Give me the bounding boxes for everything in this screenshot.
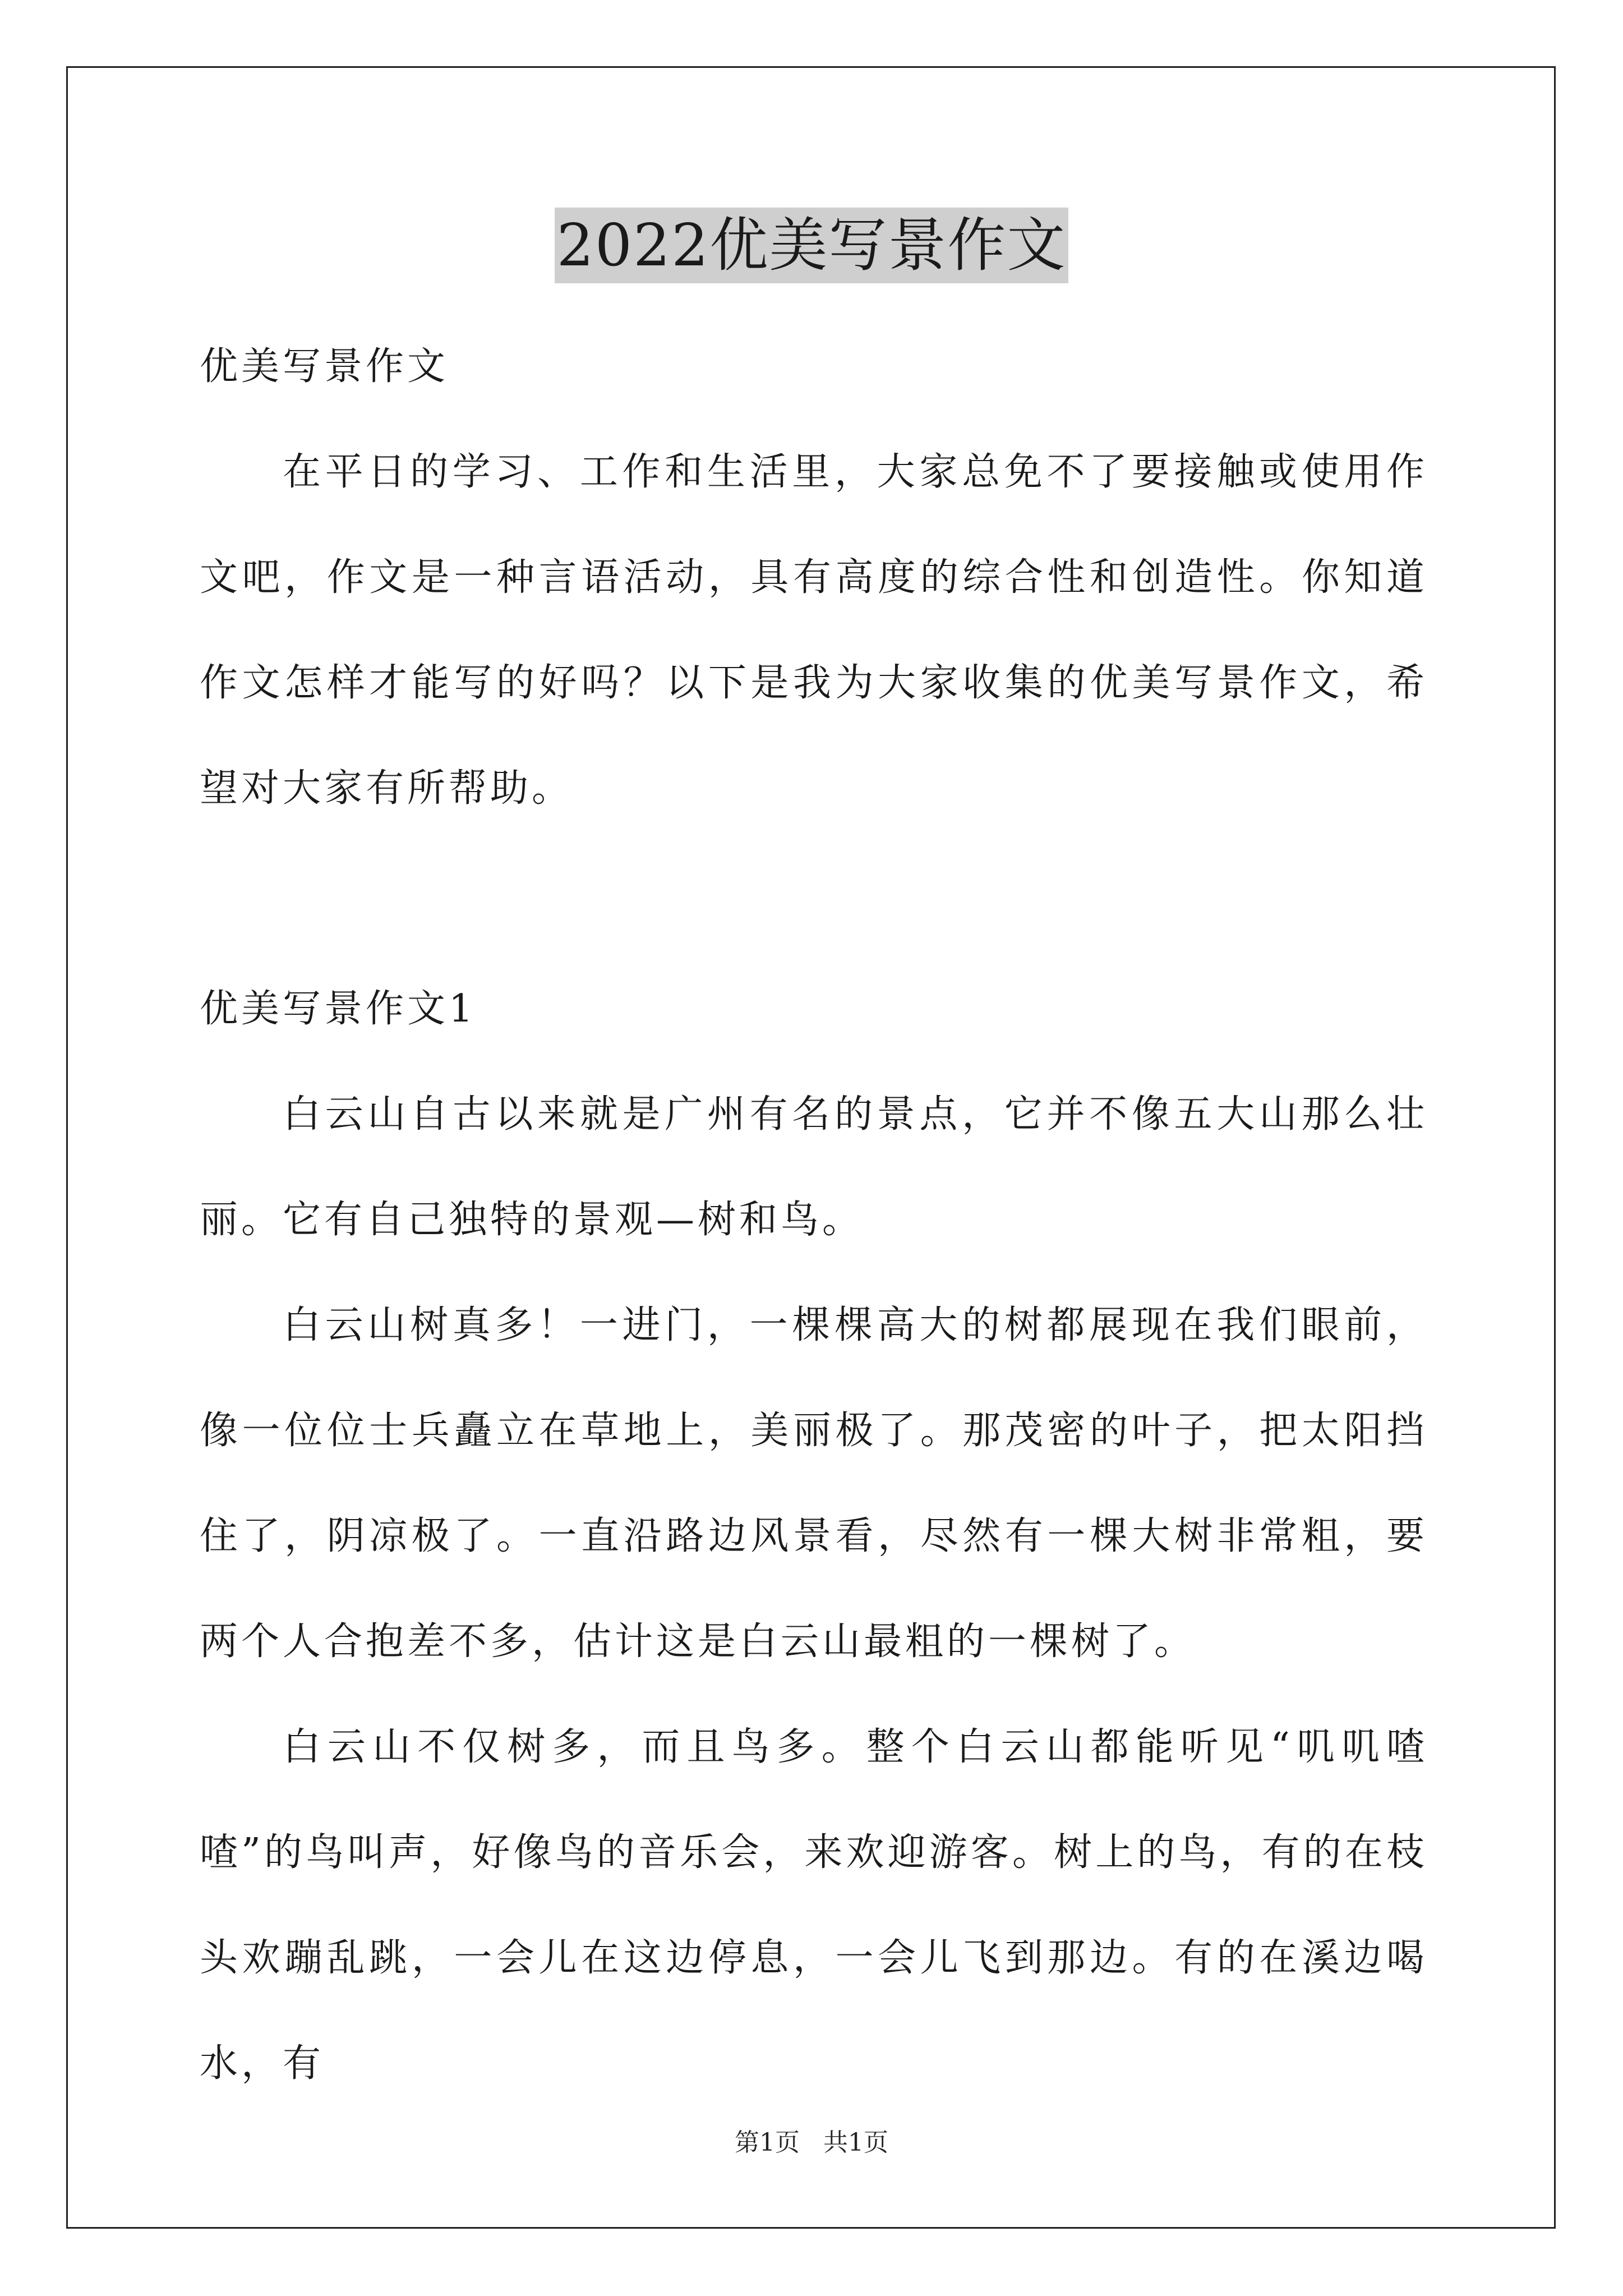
title-container: [0, 208, 1623, 283]
body-paragraph-3: 白云山不仅树多，而且鸟多。整个白云山都能听见“叽叽喳喳”的鸟叫声，好像鸟的音乐会，来欢迎游客。树上的鸟，有的在枝头欢蹦乱跳，一会儿在这边停息，一会儿飞到那边。有的在溪边喝水，有: [200, 1725, 1428, 2086]
page-footer: [0, 2126, 1623, 2160]
body-paragraph-1: 白云山自古以来就是广州有名的景点，它并不像五大山那么壮丽。它有自己独特的景观—树和鸟。: [200, 1092, 1428, 1242]
page-number-current: 第1页: [735, 2128, 800, 2157]
section-1: [200, 956, 1428, 2116]
page-number-total: 共1页: [823, 2128, 888, 2157]
section-1-heading: 优美写景作文1: [200, 987, 477, 1031]
body-paragraph-2: 白云山树真多！一进门，一棵棵高大的树都展现在我们眼前，像一位位士兵矗立在草地上，美丽极了。那茂密的叶子，把太阳挡住了，阴凉极了。一直沿路边风景看，尽然有一棵大树非常粗，要两个人合抱差不多，估计这是白云山最粗的一棵树了。: [200, 1303, 1428, 1664]
document-title: 2022优美写景作文: [555, 208, 1069, 283]
intro-paragraph: 在平日的学习、工作和生活里，大家总免不了要接触或使用作文吧，作文是一种言语活动，具有高度的综合性和创造性。你知道作文怎样才能写的好吗？以下是我为大家收集的优美写景作文，希望对大家有所帮助。: [200, 450, 1428, 811]
document-subtitle: 优美写景作文: [200, 344, 449, 389]
document-body: [200, 314, 1428, 841]
